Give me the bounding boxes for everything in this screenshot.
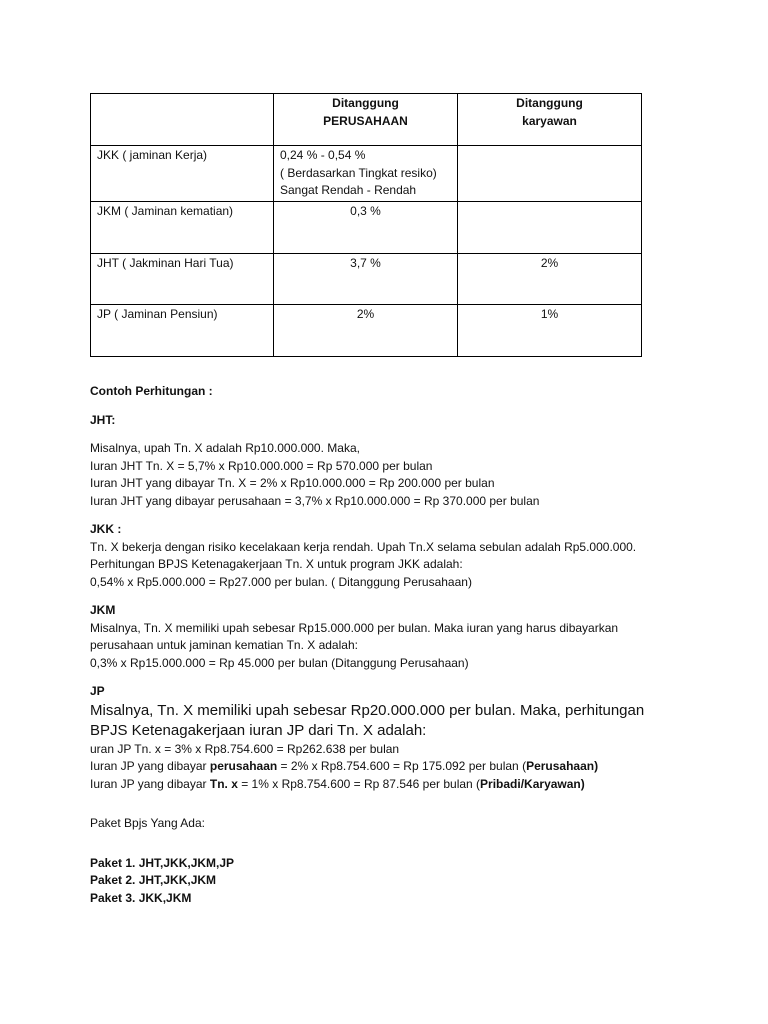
jht-line: Misalnya, upah Tn. X adalah Rp10.000.000. Maka,	[90, 441, 360, 455]
table-header-row	[91, 94, 642, 146]
contoh-title: Contoh Perhitungan :	[90, 384, 213, 398]
jkk-heading: JKK :	[90, 522, 122, 536]
perusahaan-cell: 2%	[274, 304, 458, 356]
karyawan-cell	[458, 146, 642, 202]
jp-line: Iuran JP yang dibayar Tn. x = 1% x Rp8.754.600 = Rp 87.546 per bulan (Pribadi/Karyawan)	[90, 776, 585, 791]
jkk-line: Perhitungan BPJS Ketenagakerjaan Tn. X untuk program JKK adalah:	[90, 557, 463, 571]
paket-item: Paket 1. JHT,JKK,JKM,JP	[90, 855, 235, 870]
table-row	[91, 201, 642, 253]
karyawan-cell: 2%	[458, 253, 642, 304]
jht-heading: JHT:	[90, 412, 116, 427]
jp-heading: JP	[90, 684, 105, 698]
perusahaan-cell: 3,7 %	[274, 253, 458, 304]
perusahaan-cell: 0,24 % - 0,54 % ( Berdasarkan Tingkat resiko) Sangat Rendah - Rendah	[274, 146, 458, 202]
jkk-line: Tn. X bekerja dengan risiko kecelakaan kerja rendah. Upah Tn.X selama sebulan adalah Rp5.000.000.	[90, 539, 637, 554]
jht-line: Iuran JHT Tn. X = 5,7% x Rp10.000.000 = Rp 570.000 per bulan	[90, 458, 433, 473]
jp-intro-line: Misalnya, Tn. X memiliki upah sebesar Rp20.000.000 per bulan. Maka, perhitungan	[90, 701, 645, 719]
program-cell: JP ( Jaminan Pensiun)	[91, 304, 274, 356]
paket-item: Paket 2. JHT,JKK,JKM	[90, 873, 217, 887]
jkm-line: perusahaan untuk jaminan kematian Tn. X adalah:	[90, 638, 358, 652]
jht-line: Iuran JHT yang dibayar perusahaan = 3,7% x Rp10.000.000 = Rp 370.000 per bulan	[90, 493, 540, 508]
table-row	[91, 304, 642, 356]
perusahaan-cell: 0,3 %	[274, 201, 458, 253]
table-row	[91, 146, 642, 202]
jp-line: Iuran JP yang dibayar perusahaan = 2% x Rp8.754.600 = Rp 175.092 per bulan (Perusahaan)	[90, 759, 599, 773]
jkk-line: 0,54% x Rp5.000.000 = Rp27.000 per bulan. ( Ditanggung Perusahaan)	[90, 574, 472, 589]
jkm-heading: JKM	[90, 603, 116, 617]
jkm-line: Misalnya, Tn. X memiliki upah sebesar Rp15.000.000 per bulan. Maka iuran yang harus dibayarkan	[90, 620, 619, 635]
table-row	[91, 253, 642, 304]
calculation-section	[90, 383, 690, 907]
jp-line: uran JP Tn. x = 3% x Rp8.754.600 = Rp262.638 per bulan	[90, 741, 400, 756]
bpjs-contribution-table	[90, 93, 642, 357]
program-cell: JKM ( Jaminan kematian)	[91, 201, 274, 253]
header-cell-program	[91, 94, 274, 146]
header-cell-perusahaan: Ditanggung PERUSAHAAN	[274, 94, 458, 146]
karyawan-cell: 1%	[458, 304, 642, 356]
program-cell: JHT ( Jakminan Hari Tua)	[91, 253, 274, 304]
header-cell-karyawan: Ditanggung karyawan	[458, 94, 642, 146]
jp-intro-line: BPJS Ketenagakerjaan iuran JP dari Tn. X adalah:	[90, 721, 427, 739]
paket-item: Paket 3. JKK,JKM	[90, 890, 192, 905]
program-cell: JKK ( jaminan Kerja)	[91, 146, 274, 202]
karyawan-cell	[458, 201, 642, 253]
paket-intro: Paket Bpjs Yang Ada:	[90, 816, 205, 830]
jht-line: Iuran JHT yang dibayar Tn. X = 2% x Rp10.000.000 = Rp 200.000 per bulan	[90, 476, 495, 490]
jkm-line: 0,3% x Rp15.000.000 = Rp 45.000 per bulan (Ditanggung Perusahaan)	[90, 655, 469, 670]
